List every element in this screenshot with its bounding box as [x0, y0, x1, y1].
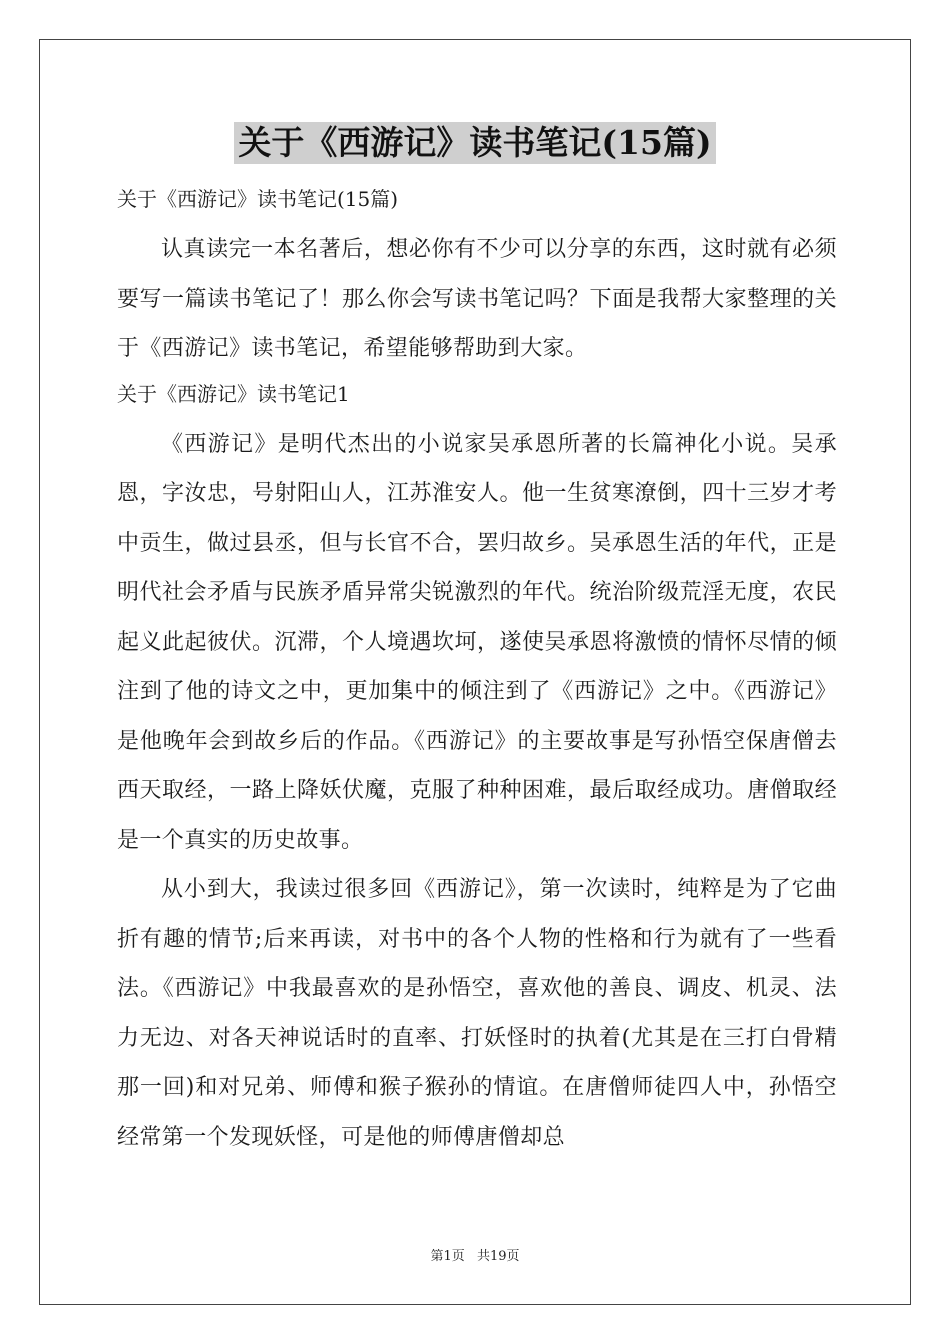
title-container: [0, 122, 950, 164]
section-1-heading: 关于《西游记》读书笔记1: [117, 381, 350, 406]
document-title: 关于《西游记》读书笔记(15篇): [234, 122, 715, 164]
page-footer: [0, 1248, 950, 1266]
page-total: 共19页: [476, 1249, 520, 1264]
document-body: [117, 181, 837, 1162]
subtitle-heading: 关于《西游记》读书笔记(15篇): [117, 187, 399, 211]
page-number: 第1页: [430, 1249, 465, 1264]
section-1-paragraph-2: 从小到大，我读过很多回《西游记》，第一次读时，纯粹是为了它曲折有趣的情节;后来再读，对书中的各个人物的性格和行为就有了一些看法。《西游记》中我最喜欢的是孙悟空，喜欢他的善良、调皮、机灵、法力无边、对各天神说话时的直率、打妖怪时的执着(尤其是在三打白骨精那一回)和对兄弟、师傅和猴子猴孙的情谊。在唐僧师徒四人中，孙悟空经常第一个发现妖怪，可是他的师傅唐僧却总: [117, 877, 837, 1150]
intro-paragraph: 认真读完一本名著后，想必你有不少可以分享的东西，这时就有必须要写一篇读书笔记了！那么你会写读书笔记吗？下面是我帮大家整理的关于《西游记》读书笔记，希望能够帮助到大家。: [117, 237, 837, 361]
section-1-paragraph-1: 《西游记》是明代杰出的小说家吴承恩所著的长篇神化小说。吴承恩，字汝忠，号射阳山人，江苏淮安人。他一生贫寒潦倒，四十三岁才考中贡生，做过县丞，但与长官不合，罢归故乡。吴承恩生活的年代，正是明代社会矛盾与民族矛盾异常尖锐激烈的年代。统治阶级荒淫无度，农民起义此起彼伏。沉滞，个人境遇坎坷，遂使吴承恩将激愤的情怀尽情的倾注到了他的诗文之中，更加集中的倾注到了《西游记》之中。《西游记》是他晚年会到故乡后的作品。《西游记》的主要故事是写孙悟空保唐僧去西天取经，一路上降妖伏魔，克服了种种困难，最后取经成功。唐僧取经是一个真实的历史故事。: [117, 431, 837, 853]
